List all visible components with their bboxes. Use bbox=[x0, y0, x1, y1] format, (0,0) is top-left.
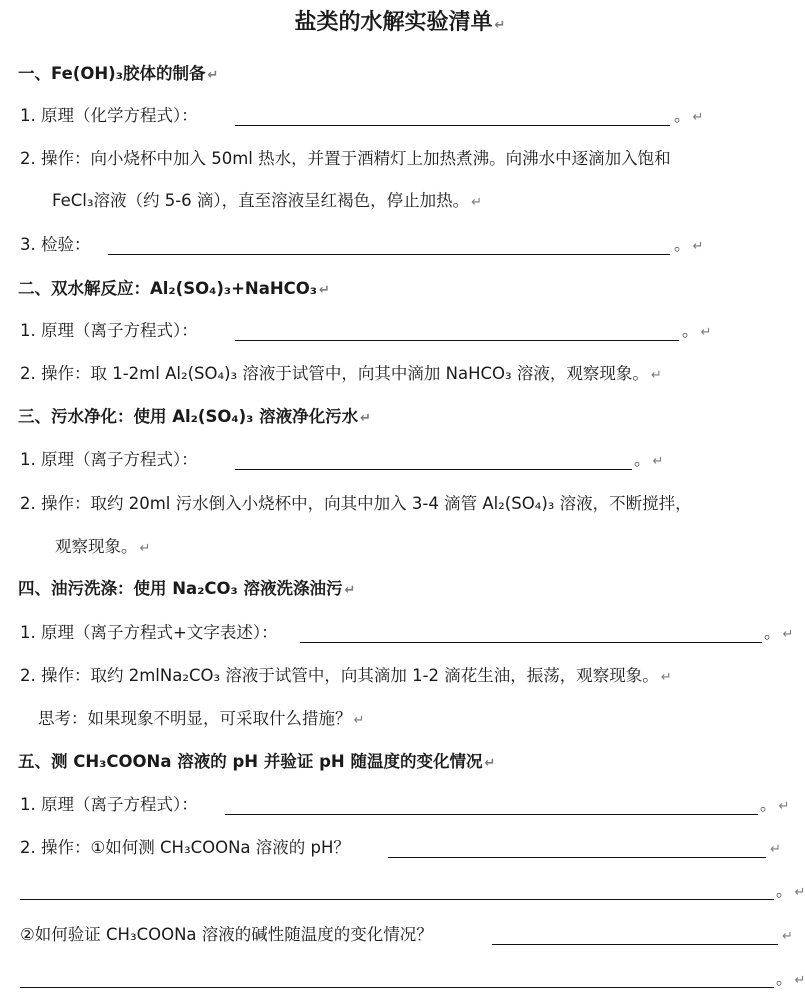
section-heading-5: 五、测 CH₃COONa 溶液的 pH 并验证 pH 随温度的变化情况 ↵ bbox=[18, 752, 496, 771]
s1-item3-label: 3. 检验： bbox=[20, 235, 91, 254]
s5-q2-label: ②如何验证 CH₃COONa 溶液的碱性随温度的变化情况？ bbox=[20, 925, 433, 944]
section-heading-2: 二、双水解反应：Al₂(SO₄)₃+NaHCO₃ ↵ bbox=[18, 279, 330, 298]
s2-item2-line1: 2. 操作：取 1-2ml Al₂(SO₄)₃ 溶液于试管中，向其中滴加 NaHCO₃ 溶液，观察现象。 ↵ bbox=[20, 364, 662, 383]
s5-q1-answer-blank-b[interactable] bbox=[20, 899, 774, 900]
s5-q1-end: 。 ↵ bbox=[776, 881, 805, 900]
s5-q2-answer-blank-b[interactable] bbox=[20, 987, 774, 988]
s1-item3-end: 。 ↵ bbox=[674, 235, 704, 254]
s5-item1-end: 。 ↵ bbox=[760, 795, 790, 814]
s1-item2-line2: FeCl₃溶液（约 5-6 滴），直至溶液呈红褐色，停止加热。 ↵ bbox=[52, 191, 483, 210]
s3-item2-line1: 2. 操作：取约 20ml 污水倒入小烧杯中，向其中加入 3-4 滴管 Al₂(SO₄)₃ 溶液，不断搅拌， bbox=[20, 494, 692, 513]
s3-item1-end: 。 ↵ bbox=[634, 450, 664, 469]
s4-item1-label: 1. 原理（离子方程式+文字表述）： bbox=[20, 623, 278, 642]
section-heading-1: 一、Fe(OH)₃胶体的制备 ↵ bbox=[18, 64, 219, 83]
s5-q1-answer-blank-a[interactable] bbox=[388, 857, 766, 858]
s5-q2-mark-a: ↵ bbox=[782, 929, 793, 944]
s2-item1-answer-blank[interactable] bbox=[235, 340, 679, 341]
s4-item2-line1: 2. 操作：取约 2mlNa₂CO₃ 溶液于试管中，向其滴加 1-2 滴花生油，振荡，观察现象。 ↵ bbox=[20, 666, 672, 685]
s2-item1-end: 。 ↵ bbox=[682, 321, 712, 340]
s4-think: 思考：如果现象不明显，可采取什么措施？ ↵ bbox=[38, 709, 365, 728]
page-title: 盐类的水解实验清单 ↵ bbox=[294, 10, 506, 35]
s5-q2-answer-blank-a[interactable] bbox=[492, 944, 778, 945]
s4-item1-end: 。 ↵ bbox=[764, 623, 794, 642]
section-heading-3: 三、污水净化：使用 Al₂(SO₄)₃ 溶液净化污水 ↵ bbox=[18, 407, 371, 426]
s4-item1-answer-blank[interactable] bbox=[300, 642, 762, 643]
s1-item1-answer-blank[interactable] bbox=[235, 125, 670, 126]
s1-item3-answer-blank[interactable] bbox=[108, 254, 670, 255]
s5-item1-label: 1. 原理（离子方程式）： bbox=[20, 795, 198, 814]
s5-item1-answer-blank[interactable] bbox=[225, 814, 758, 815]
section-heading-4: 四、油污洗涤：使用 Na₂CO₃ 溶液洗涤油污 ↵ bbox=[18, 579, 356, 598]
s5-q1-mark-a: ↵ bbox=[770, 842, 781, 857]
s2-item1-label: 1. 原理（离子方程式）： bbox=[20, 321, 198, 340]
s5-q2-end: 。 ↵ bbox=[776, 969, 805, 988]
s5-item2-label: 2. 操作：①如何测 CH₃COONa 溶液的 pH？ bbox=[20, 838, 350, 857]
s3-item1-answer-blank[interactable] bbox=[235, 469, 632, 470]
s1-item2-line1: 2. 操作：向小烧杯中加入 50ml 热水，并置于酒精灯上加热煮沸。向沸水中逐滴加入饱和 bbox=[20, 149, 671, 168]
s3-item2-line2: 观察现象。 ↵ bbox=[55, 537, 151, 556]
s1-item1-end: 。 ↵ bbox=[674, 106, 704, 125]
s3-item1-label: 1. 原理（离子方程式）： bbox=[20, 450, 198, 469]
s1-item1-label: 1. 原理（化学方程式）： bbox=[20, 106, 198, 125]
